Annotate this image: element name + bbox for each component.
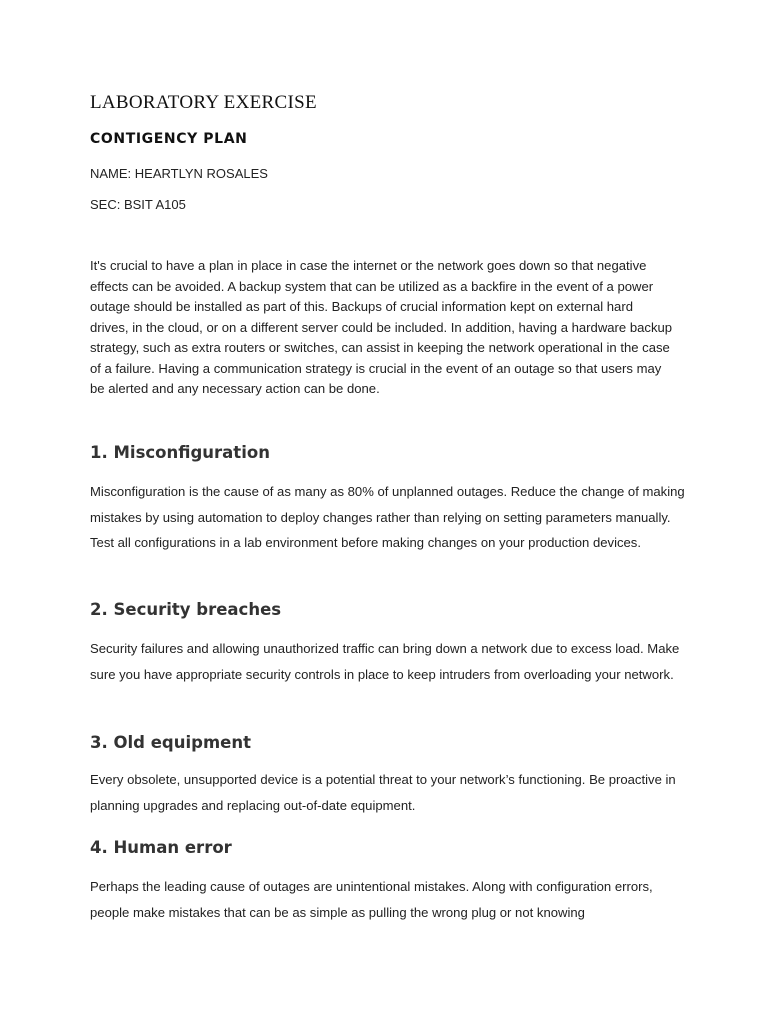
section-heading-human-error: 4. Human error <box>90 838 232 857</box>
document-subtitle: CONTIGENCY PLAN <box>90 131 248 147</box>
document-title: LABORATORY EXERCISE <box>90 92 317 113</box>
student-name: NAME: HEARTLYN ROSALES <box>90 166 268 181</box>
section-body-misconfiguration: Misconfiguration is the cause of as many as 80% of unplanned outages. Reduce the change of making mistakes by using automation to deploy changes rather than relying on setting parameters manually. Test all configurations in a lab environment before making changes on your production devices. <box>90 484 685 551</box>
student-section: SEC: BSIT A105 <box>90 197 186 212</box>
section-body-security-breaches: Security failures and allowing unauthorized traffic can bring down a network due to excess load. Make sure you have appropriate security controls in place to keep intruders from overloading your network. <box>90 641 680 682</box>
intro-paragraph: It's crucial to have a plan in place in case the internet or the network goes down so that negative effects can be avoided. A backup system that can be utilized as a backfire in the event of a power outage should be installed as part of this. Backups of crucial information kept on external hard drives, in the cloud, or on a different server could be included. In addition, having a hardware backup strategy, such as extra routers or switches, can assist in keeping the network operational in the case of a failure. Having a communication strategy is crucial in the event of an outage so that users may be alerted and any necessary action can be done. <box>90 258 673 396</box>
section-heading-misconfiguration: 1. Misconfiguration <box>90 443 270 462</box>
section-body-old-equipment: Every obsolete, unsupported device is a potential threat to your network’s functioning. Be proactive in planning upgrades and replacing out-of-date equipment. <box>90 772 676 813</box>
section-heading-security-breaches: 2. Security breaches <box>90 600 282 619</box>
section-body-human-error: Perhaps the leading cause of outages are unintentional mistakes. Along with configuration errors, people make mistakes that can be as simple as pulling the wrong plug or not knowing <box>90 879 653 920</box>
section-heading-old-equipment: 3. Old equipment <box>90 733 251 752</box>
